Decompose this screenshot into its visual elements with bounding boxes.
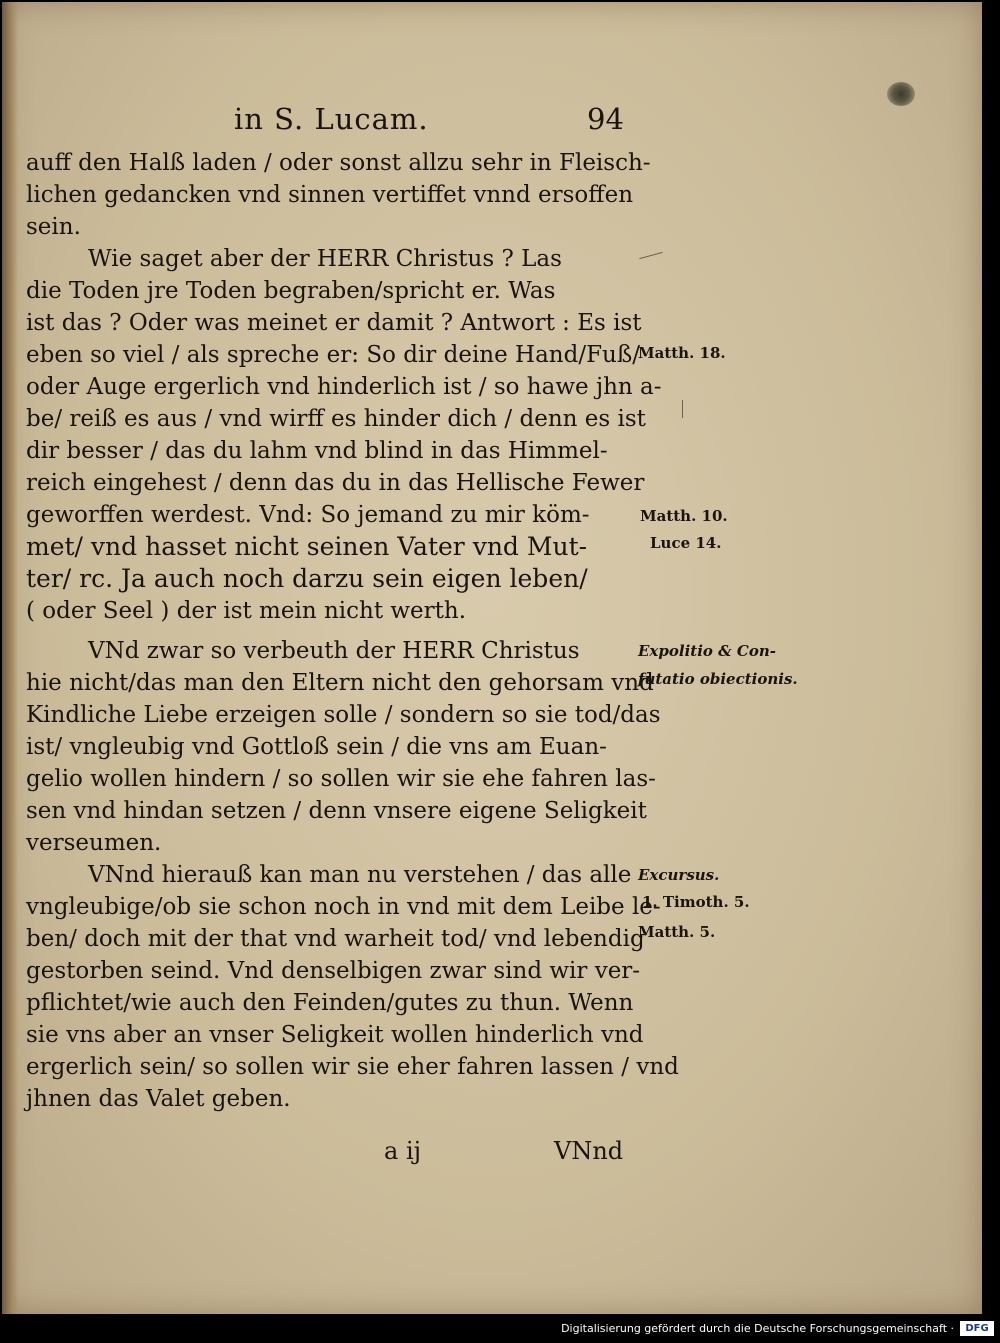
- text-line: eben so viel / als spreche er: So dir deine Hand/Fuß/: [26, 342, 640, 368]
- pencil-mark: [639, 252, 662, 259]
- margin-note: Matth. 10.: [640, 507, 728, 525]
- text-line: sie vns aber an vnser Seligkeit wollen hinderlich vnd: [26, 1022, 644, 1048]
- margin-note: futatio obiectionis.: [638, 670, 798, 688]
- text-line: die Toden jre Toden begraben/spricht er. Was: [26, 278, 556, 304]
- text-line: ter/ rc. Ja auch noch darzu sein eigen leben/: [26, 564, 588, 593]
- text-line: ergerlich sein/ so sollen wir sie eher fahren lassen / vnd: [26, 1054, 679, 1080]
- funding-credit: Digitalisierung gefördert durch die Deutsche Forschungsgemeinschaft ·: [561, 1322, 954, 1335]
- text-line: sein.: [26, 214, 81, 240]
- text-line: reich eingehest / denn das du in das Hellische Fewer: [26, 470, 645, 496]
- text-line: met/ vnd hasset nicht seinen Vater vnd Mut-: [26, 532, 588, 561]
- text-line: gestorben seind. Vnd denselbigen zwar sind wir ver-: [26, 958, 641, 984]
- text-line: Kindliche Liebe erzeigen solle / sondern so sie tod/das: [26, 702, 661, 728]
- scanned-page: [2, 2, 982, 1314]
- text-line: VNnd hierauß kan man nu verstehen / das alle: [88, 862, 632, 888]
- footer-bar: [0, 1315, 1000, 1343]
- ink-stain: [887, 82, 915, 106]
- page-number: 94: [587, 102, 624, 136]
- margin-note: Excursus.: [638, 866, 720, 884]
- margin-note: Expolitio & Con-: [638, 642, 776, 660]
- text-line: sen vnd hindan setzen / denn vnsere eigene Seligkeit: [26, 798, 647, 824]
- text-line: gelio wollen hindern / so sollen wir sie ehe fahren las-: [26, 766, 656, 792]
- pencil-mark: [682, 400, 683, 418]
- text-line: ist/ vngleubig vnd Gottloß sein / die vns am Euan-: [26, 734, 607, 760]
- text-line: be/ reiß es aus / vnd wirff es hinder dich / denn es ist: [26, 406, 646, 432]
- catchword: VNnd: [554, 1137, 624, 1165]
- text-line: oder Auge ergerlich vnd hinderlich ist / so hawe jhn a-: [26, 374, 662, 400]
- dfg-logo: DFG: [960, 1321, 994, 1336]
- text-line: auff den Halß laden / oder sonst allzu sehr in Fleisch-: [26, 150, 651, 176]
- text-line: ( oder Seel ) der ist mein nicht werth.: [26, 598, 467, 624]
- text-line: verseumen.: [26, 830, 162, 856]
- text-line: ist das ? Oder was meinet er damit ? Antwort : Es ist: [26, 310, 642, 336]
- margin-note: Matth. 5.: [638, 923, 716, 941]
- running-head: in S. Lucam.: [234, 102, 429, 136]
- page-edge: [2, 2, 18, 1314]
- margin-note: Luce 14.: [650, 534, 722, 552]
- signature-mark: a ij: [384, 1137, 422, 1165]
- text-line: jhnen das Valet geben.: [26, 1086, 291, 1112]
- margin-note: 1. Timoth. 5.: [642, 893, 750, 911]
- text-line: lichen gedancken vnd sinnen vertiffet vnnd ersoffen: [26, 182, 634, 208]
- text-line: ben/ doch mit der that vnd warheit tod/ vnd lebendig: [26, 926, 645, 952]
- text-line: VNd zwar so verbeuth der HERR Christus: [88, 638, 580, 664]
- text-line: geworffen werdest. Vnd: So jemand zu mir köm-: [26, 502, 590, 528]
- text-line: dir besser / das du lahm vnd blind in das Himmel-: [26, 438, 608, 464]
- margin-note: Matth. 18.: [638, 344, 726, 362]
- text-line: pflichtet/wie auch den Feinden/gutes zu thun. Wenn: [26, 990, 634, 1016]
- text-line: Wie saget aber der HERR Christus ? Las: [88, 246, 562, 272]
- text-line: vngleubige/ob sie schon noch in vnd mit dem Leibe le-: [26, 894, 661, 920]
- text-line: hie nicht/das man den Eltern nicht den gehorsam vnd: [26, 670, 654, 696]
